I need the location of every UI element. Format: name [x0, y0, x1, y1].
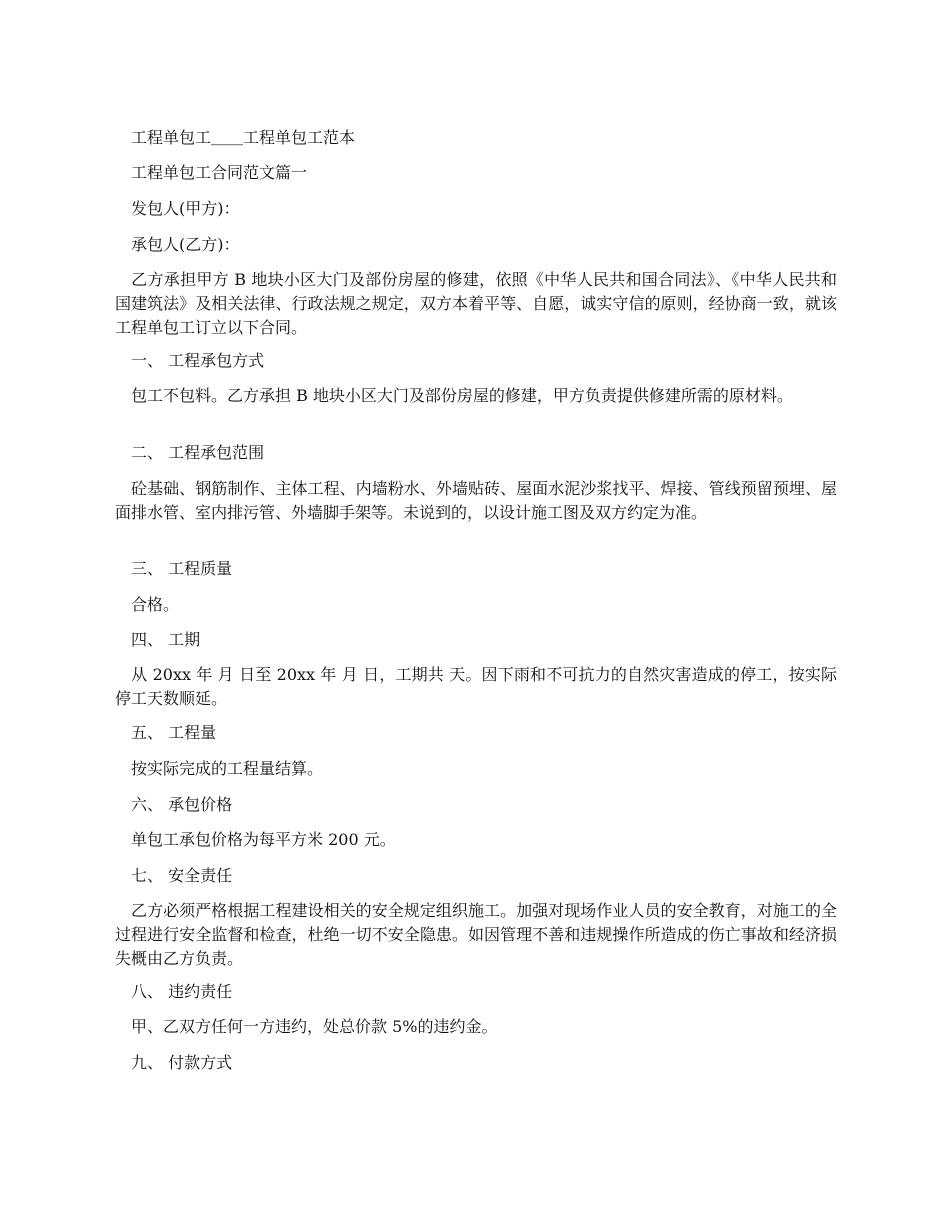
- section-body: 合格。: [115, 595, 180, 614]
- section-body: 按实际完成的工程量结算。: [115, 759, 324, 778]
- section-heading: 六、 承包价格: [115, 795, 233, 814]
- section-heading: 九、 付款方式: [115, 1053, 233, 1072]
- intro-paragraph: 乙方承担甲方 B 地块小区大门及部份房屋的修建，依照《中华人民共和国合同法》、《中华人民共和国建筑法》及相关法律、行政法规之规定，双方本着平等、自愿，诚实守信的原则，经协商一致，就该工程单包工订立以下合同。: [115, 270, 837, 337]
- section-heading: 二、 工程承包范围: [115, 443, 265, 462]
- party-b-line: 承包人(乙方)：: [115, 235, 240, 254]
- document-subtitle: 工程单包工合同范文篇一: [115, 163, 308, 182]
- section-heading: 五、 工程量: [115, 723, 217, 742]
- section-heading: 一、 工程承包方式: [115, 351, 265, 370]
- section-body: 单包工承包价格为每平方米 200 元。: [115, 830, 396, 849]
- section-body: 包工不包料。乙方承担 B 地块小区大门及部份房屋的修建，甲方负责提供修建所需的原材料。: [115, 386, 793, 405]
- section-heading: 三、 工程质量: [115, 559, 233, 578]
- section-body: 甲、乙双方任何一方违约，处总价款 5%的违约金。: [115, 1017, 498, 1036]
- section-heading: 四、 工期: [115, 630, 201, 649]
- document-title: 工程单包工＿＿工程单包工范本: [115, 128, 356, 147]
- section-body: 砼基础、钢筋制作、主体工程、内墙粉水、外墙贴砖、屋面水泥沙浆找平、焊接、管线预留预埋、屋面排水管、室内排污管、外墙脚手架等。未说到的，以设计施工图及双方约定为准。: [115, 479, 837, 522]
- party-a-line: 发包人(甲方)：: [115, 199, 240, 218]
- section-body: 从 20xx 年 月 日至 20xx 年 月 日，工期共 天。因下雨和不可抗力的自然灾害造成的停工，按实际停工天数顺延。: [115, 665, 837, 708]
- section-body: 乙方必须严格根据工程建设相关的安全规定组织施工。加强对现场作业人员的安全教育，对施工的全过程进行安全监督和检查，杜绝一切不安全隐患。如因管理不善和违规操作所造成的伤亡事故和经济损失概由乙方负责。: [115, 901, 837, 968]
- section-heading: 七、 安全责任: [115, 866, 233, 885]
- section-heading: 八、 违约责任: [115, 982, 233, 1001]
